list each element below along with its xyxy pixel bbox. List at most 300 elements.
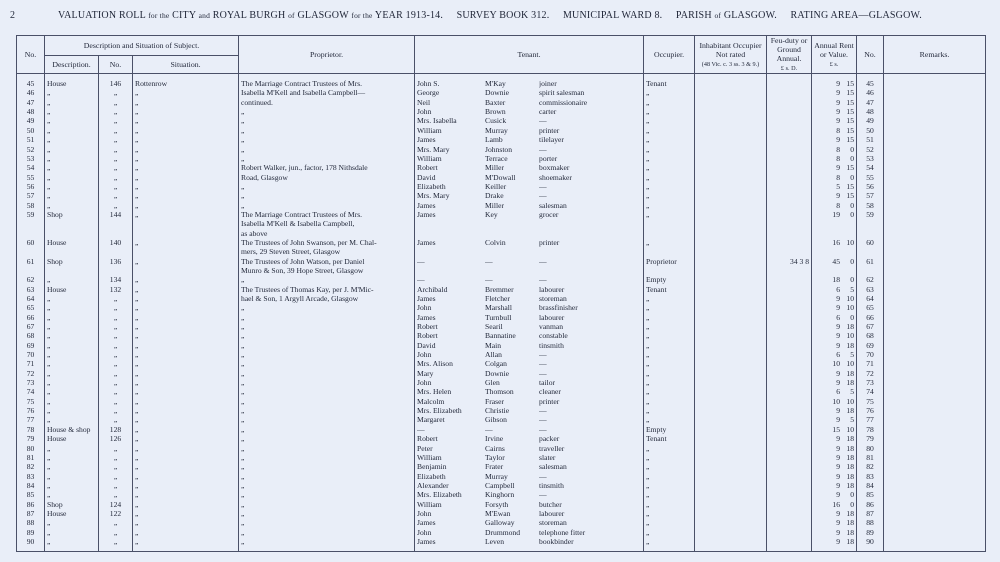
row-description: „ [45,444,99,453]
row-occupier: „ [644,145,695,154]
row-street-number [99,219,133,228]
row-tenant [415,397,644,406]
table-row [17,182,986,191]
row-description: „ [45,182,99,191]
tenant-forename: Margaret [417,415,445,425]
row-street-number: 122 [99,509,133,518]
row-feu-duty [767,191,812,200]
row-number: 46 [17,88,45,97]
row-remarks [884,472,986,481]
row-street-number [99,229,133,238]
row-inhabitant [695,107,767,116]
tenant-occupation: boxmaker [539,163,570,173]
row-feu-duty [767,98,812,107]
row-remarks [884,313,986,322]
row-remarks [884,145,986,154]
row-occupier [644,229,695,238]
value-shillings: 10 [846,303,855,313]
row-annual-value [812,303,857,312]
row-inhabitant [695,294,767,303]
tenant-forename: Alexander [417,480,449,490]
row-situation: „ [133,145,239,154]
row-inhabitant [695,257,767,266]
row-description: „ [45,341,99,350]
row-number: 65 [17,303,45,312]
row-number: 70 [17,350,45,359]
value-pounds: 9 [836,480,841,490]
row-remarks [884,490,986,499]
row-remarks [884,415,986,424]
row-number-right [857,219,884,228]
row-street-number: „ [99,453,133,462]
row-proprietor: „ [239,154,415,163]
row-situation: „ [133,303,239,312]
row-description: „ [45,135,99,144]
value-pounds: 9 [836,303,841,313]
table-row [17,341,986,350]
tenant-surname: Murray [485,471,508,481]
tenant-occupation: — [539,144,547,154]
tenant-surname: Glen [485,378,500,388]
row-situation: „ [133,285,239,294]
row-tenant [415,219,644,228]
tenant-occupation: salesman [539,462,567,472]
table-row [17,472,986,481]
tenant-surname: Colgan [485,359,507,369]
row-tenant [415,88,644,97]
col-description-group: Description and Situation of Subject. [45,36,239,56]
row-number-right: 82 [857,462,884,471]
value-shillings: 18 [846,480,855,490]
tenant-forename: James [417,237,436,247]
row-annual-value [812,201,857,210]
row-tenant [415,173,644,182]
row-proprietor: „ [239,378,415,387]
row-remarks [884,135,986,144]
value-pounds: 9 [836,116,841,126]
row-street-number: „ [99,313,133,322]
row-description: „ [45,453,99,462]
row-situation: „ [133,257,239,266]
tenant-occupation: packer [539,434,560,444]
row-number: 47 [17,98,45,107]
tenant-surname: Key [485,209,498,219]
table-row [17,163,986,172]
tenant-occupation: labourer [539,508,565,518]
row-number: 57 [17,191,45,200]
row-annual-value [812,238,857,247]
tenant-forename: Neil [417,97,431,107]
row-remarks [884,331,986,340]
row-number-right: 76 [857,406,884,415]
row-tenant [415,266,644,275]
row-remarks [884,210,986,219]
row-annual-value [812,107,857,116]
table-row [17,275,986,284]
row-occupier: „ [644,369,695,378]
row-number-right [857,229,884,238]
row-feu-duty [767,528,812,537]
row-annual-value [812,387,857,396]
row-remarks [884,154,986,163]
row-remarks [884,378,986,387]
tenant-occupation: tailor [539,378,556,388]
row-street-number: „ [99,107,133,116]
row-occupier: „ [644,210,695,219]
tenant-surname: Lamb [485,135,503,145]
row-description: Shop [45,257,99,266]
row-number: 78 [17,425,45,434]
value-shillings: 18 [846,508,855,518]
row-tenant [415,135,644,144]
row-occupier: „ [644,341,695,350]
row-street-number: „ [99,415,133,424]
tenant-surname: Leven [485,536,504,546]
row-remarks [884,266,986,275]
table-row [17,219,986,228]
row-number-right: 65 [857,303,884,312]
value-shillings: 5 [850,284,855,294]
row-remarks [884,350,986,359]
row-street-number: „ [99,359,133,368]
row-remarks [884,74,986,89]
value-shillings: 15 [846,88,855,98]
page-number: 2 [10,10,16,21]
row-remarks [884,294,986,303]
row-description: „ [45,126,99,135]
row-remarks [884,182,986,191]
tenant-forename: John [417,508,432,518]
row-tenant [415,406,644,415]
value-shillings: 5 [850,350,855,360]
tenant-surname: Bremmer [485,284,514,294]
row-street-number: 124 [99,500,133,509]
municipal-ward: MUNICIPAL WARD 8. [562,10,663,21]
row-inhabitant [695,88,767,97]
value-pounds: 9 [836,368,841,378]
row-proprietor: „ [239,135,415,144]
table-row [17,173,986,182]
row-number: 77 [17,415,45,424]
row-inhabitant [695,266,767,275]
row-proprietor: „ [239,201,415,210]
row-annual-value [812,462,857,471]
row-tenant [415,331,644,340]
row-feu-duty [767,444,812,453]
row-tenant [415,518,644,527]
value-pounds: 5 [836,181,841,191]
row-feu-duty [767,406,812,415]
row-occupier: „ [644,98,695,107]
row-number: 45 [17,74,45,89]
row-inhabitant [695,154,767,163]
row-number: 68 [17,331,45,340]
row-annual-value [812,537,857,552]
row-feu-duty [767,275,812,284]
value-shillings: 10 [846,424,855,434]
row-remarks [884,163,986,172]
row-occupier: „ [644,481,695,490]
row-number: 76 [17,406,45,415]
row-tenant [415,257,644,266]
row-occupier: „ [644,163,695,172]
tenant-surname: Drummond [485,527,521,537]
tenant-occupation: storeman [539,518,567,528]
tenant-occupation: vanman [539,322,564,332]
value-pounds: 9 [836,191,841,201]
tenant-forename: Robert [417,322,438,332]
value-shillings: 10 [846,396,855,406]
row-tenant [415,238,644,247]
tenant-occupation: salesman [539,200,567,210]
value-shillings: 18 [846,518,855,528]
row-occupier: „ [644,500,695,509]
value-shillings: 15 [846,97,855,107]
row-feu-duty [767,331,812,340]
value-shillings: 0 [850,200,855,210]
row-number-right: 57 [857,191,884,200]
tenant-forename: Robert [417,434,438,444]
table-row [17,285,986,294]
tenant-occupation: bookbinder [539,536,574,546]
tenant-forename: William [417,153,442,163]
value-pounds: 10 [832,396,841,406]
tenant-surname: Campbell [485,480,515,490]
row-inhabitant [695,126,767,135]
table-row [17,444,986,453]
tenant-forename: John [417,303,432,313]
table-body [17,74,986,552]
row-number: 51 [17,135,45,144]
row-remarks [884,88,986,97]
table-row [17,453,986,462]
row-proprietor: The Trustees of John Swanson, per M. Chal- [239,238,415,247]
row-occupier: „ [644,182,695,191]
row-description: „ [45,107,99,116]
tenant-forename: James [417,312,436,322]
row-proprietor: „ [239,313,415,322]
row-description: „ [45,191,99,200]
table-row [17,518,986,527]
row-annual-value [812,182,857,191]
rating-area: RATING AREA—GLASGOW. [790,10,922,21]
row-situation: „ [133,135,239,144]
value-pounds: 15 [832,424,841,434]
row-inhabitant [695,341,767,350]
row-tenant [415,116,644,125]
row-occupier: „ [644,387,695,396]
row-proprietor: „ [239,472,415,481]
row-situation: „ [133,313,239,322]
value-pounds: 9 [836,107,841,117]
row-feu-duty [767,322,812,331]
col-no-right: No. [857,36,884,74]
row-proprietor: „ [239,322,415,331]
table-row [17,537,986,552]
row-street-number: „ [99,537,133,552]
tenant-occupation: grocer [539,209,559,219]
tenant-occupation: telephone fitter [539,527,586,537]
table-row [17,98,986,107]
value-pounds: 16 [832,237,841,247]
table-row [17,378,986,387]
table-row [17,303,986,312]
tenant-occupation: labourer [539,284,565,294]
row-number: 89 [17,528,45,537]
value-shillings: 15 [846,107,855,117]
row-number: 79 [17,434,45,443]
row-street-number: „ [99,341,133,350]
row-situation: „ [133,387,239,396]
row-inhabitant [695,500,767,509]
row-description: „ [45,415,99,424]
row-remarks [884,406,986,415]
row-annual-value [812,163,857,172]
row-occupier: „ [644,359,695,368]
row-number: 50 [17,126,45,135]
value-pounds: 8 [836,200,841,210]
row-occupier: „ [644,509,695,518]
row-street-number: „ [99,154,133,163]
row-inhabitant [695,509,767,518]
value-pounds: 9 [836,163,841,173]
row-situation: „ [133,397,239,406]
value-shillings: 0 [850,312,855,322]
row-proprietor: The Trustees of Thomas Kay, per J. M'Mic- [239,285,415,294]
row-number: 90 [17,537,45,552]
row-description: „ [45,313,99,322]
row-occupier: „ [644,173,695,182]
row-number: 69 [17,341,45,350]
row-description: Shop [45,500,99,509]
tenant-occupation: storeman [539,294,567,303]
table-row [17,387,986,396]
row-proprietor: „ [239,481,415,490]
row-annual-value [812,229,857,238]
row-inhabitant [695,238,767,247]
row-number-right: 58 [857,201,884,210]
row-tenant [415,229,644,238]
row-situation [133,266,239,275]
table-row [17,528,986,537]
row-number-right: 54 [857,163,884,172]
row-situation: „ [133,500,239,509]
row-description: „ [45,145,99,154]
value-pounds: 9 [836,462,841,472]
row-number-right: 48 [857,107,884,116]
row-tenant [415,107,644,116]
table-row [17,350,986,359]
row-number-right: 73 [857,378,884,387]
value-pounds: 9 [836,434,841,444]
row-feu-duty [767,313,812,322]
row-inhabitant [695,490,767,499]
table-row [17,500,986,509]
tenant-occupation: — [539,406,547,416]
row-proprietor: The Marriage Contract Trustees of Mrs. [239,74,415,89]
row-situation [133,247,239,256]
row-proprietor: „ [239,406,415,415]
row-tenant [415,425,644,434]
row-proprietor: „ [239,518,415,527]
row-tenant [415,294,644,303]
row-description [45,266,99,275]
row-proprietor: „ [239,341,415,350]
table-row [17,135,986,144]
row-description: „ [45,322,99,331]
table-row [17,462,986,471]
row-number-right: 49 [857,116,884,125]
tenant-surname: Colvin [485,237,506,247]
row-remarks [884,528,986,537]
row-inhabitant [695,378,767,387]
table-row [17,107,986,116]
value-pounds: 9 [836,415,841,425]
row-remarks [884,275,986,284]
row-number: 56 [17,182,45,191]
table-row [17,322,986,331]
row-occupier: „ [644,88,695,97]
table-row [17,481,986,490]
row-street-number [99,266,133,275]
row-tenant [415,247,644,256]
row-feu-duty [767,359,812,368]
row-situation: „ [133,341,239,350]
row-occupier: „ [644,313,695,322]
row-situation: „ [133,369,239,378]
row-annual-value [812,74,857,89]
row-proprietor: „ [239,528,415,537]
tenant-forename: Mrs. Elizabeth [417,490,462,500]
row-annual-value [812,88,857,97]
row-feu-duty [767,173,812,182]
tenant-forename: Elizabeth [417,181,446,191]
row-description: „ [45,116,99,125]
row-situation: „ [133,472,239,481]
row-number-right: 61 [857,257,884,266]
row-proprietor: „ [239,415,415,424]
row-feu-duty: 34 3 8 [767,257,812,266]
table-row [17,313,986,322]
row-inhabitant [695,406,767,415]
row-tenant [415,191,644,200]
row-feu-duty [767,369,812,378]
row-street-number: „ [99,397,133,406]
row-remarks [884,481,986,490]
row-feu-duty [767,219,812,228]
row-remarks [884,98,986,107]
tenant-forename: John [417,527,432,537]
table-row [17,359,986,368]
tenant-occupation: spirit salesman [539,88,585,98]
row-tenant [415,462,644,471]
row-inhabitant [695,247,767,256]
tenant-surname: Fletcher [485,294,510,303]
row-proprietor: „ [239,434,415,443]
table-row [17,425,986,434]
row-tenant [415,434,644,443]
row-feu-duty [767,490,812,499]
col-proprietor: Proprietor. [239,36,415,74]
row-situation: „ [133,294,239,303]
col-description: Description. [45,56,99,74]
row-remarks [884,107,986,116]
tenant-forename: Mary [417,368,434,378]
row-number-right: 69 [857,341,884,350]
row-number: 86 [17,500,45,509]
row-remarks [884,238,986,247]
row-situation: „ [133,425,239,434]
